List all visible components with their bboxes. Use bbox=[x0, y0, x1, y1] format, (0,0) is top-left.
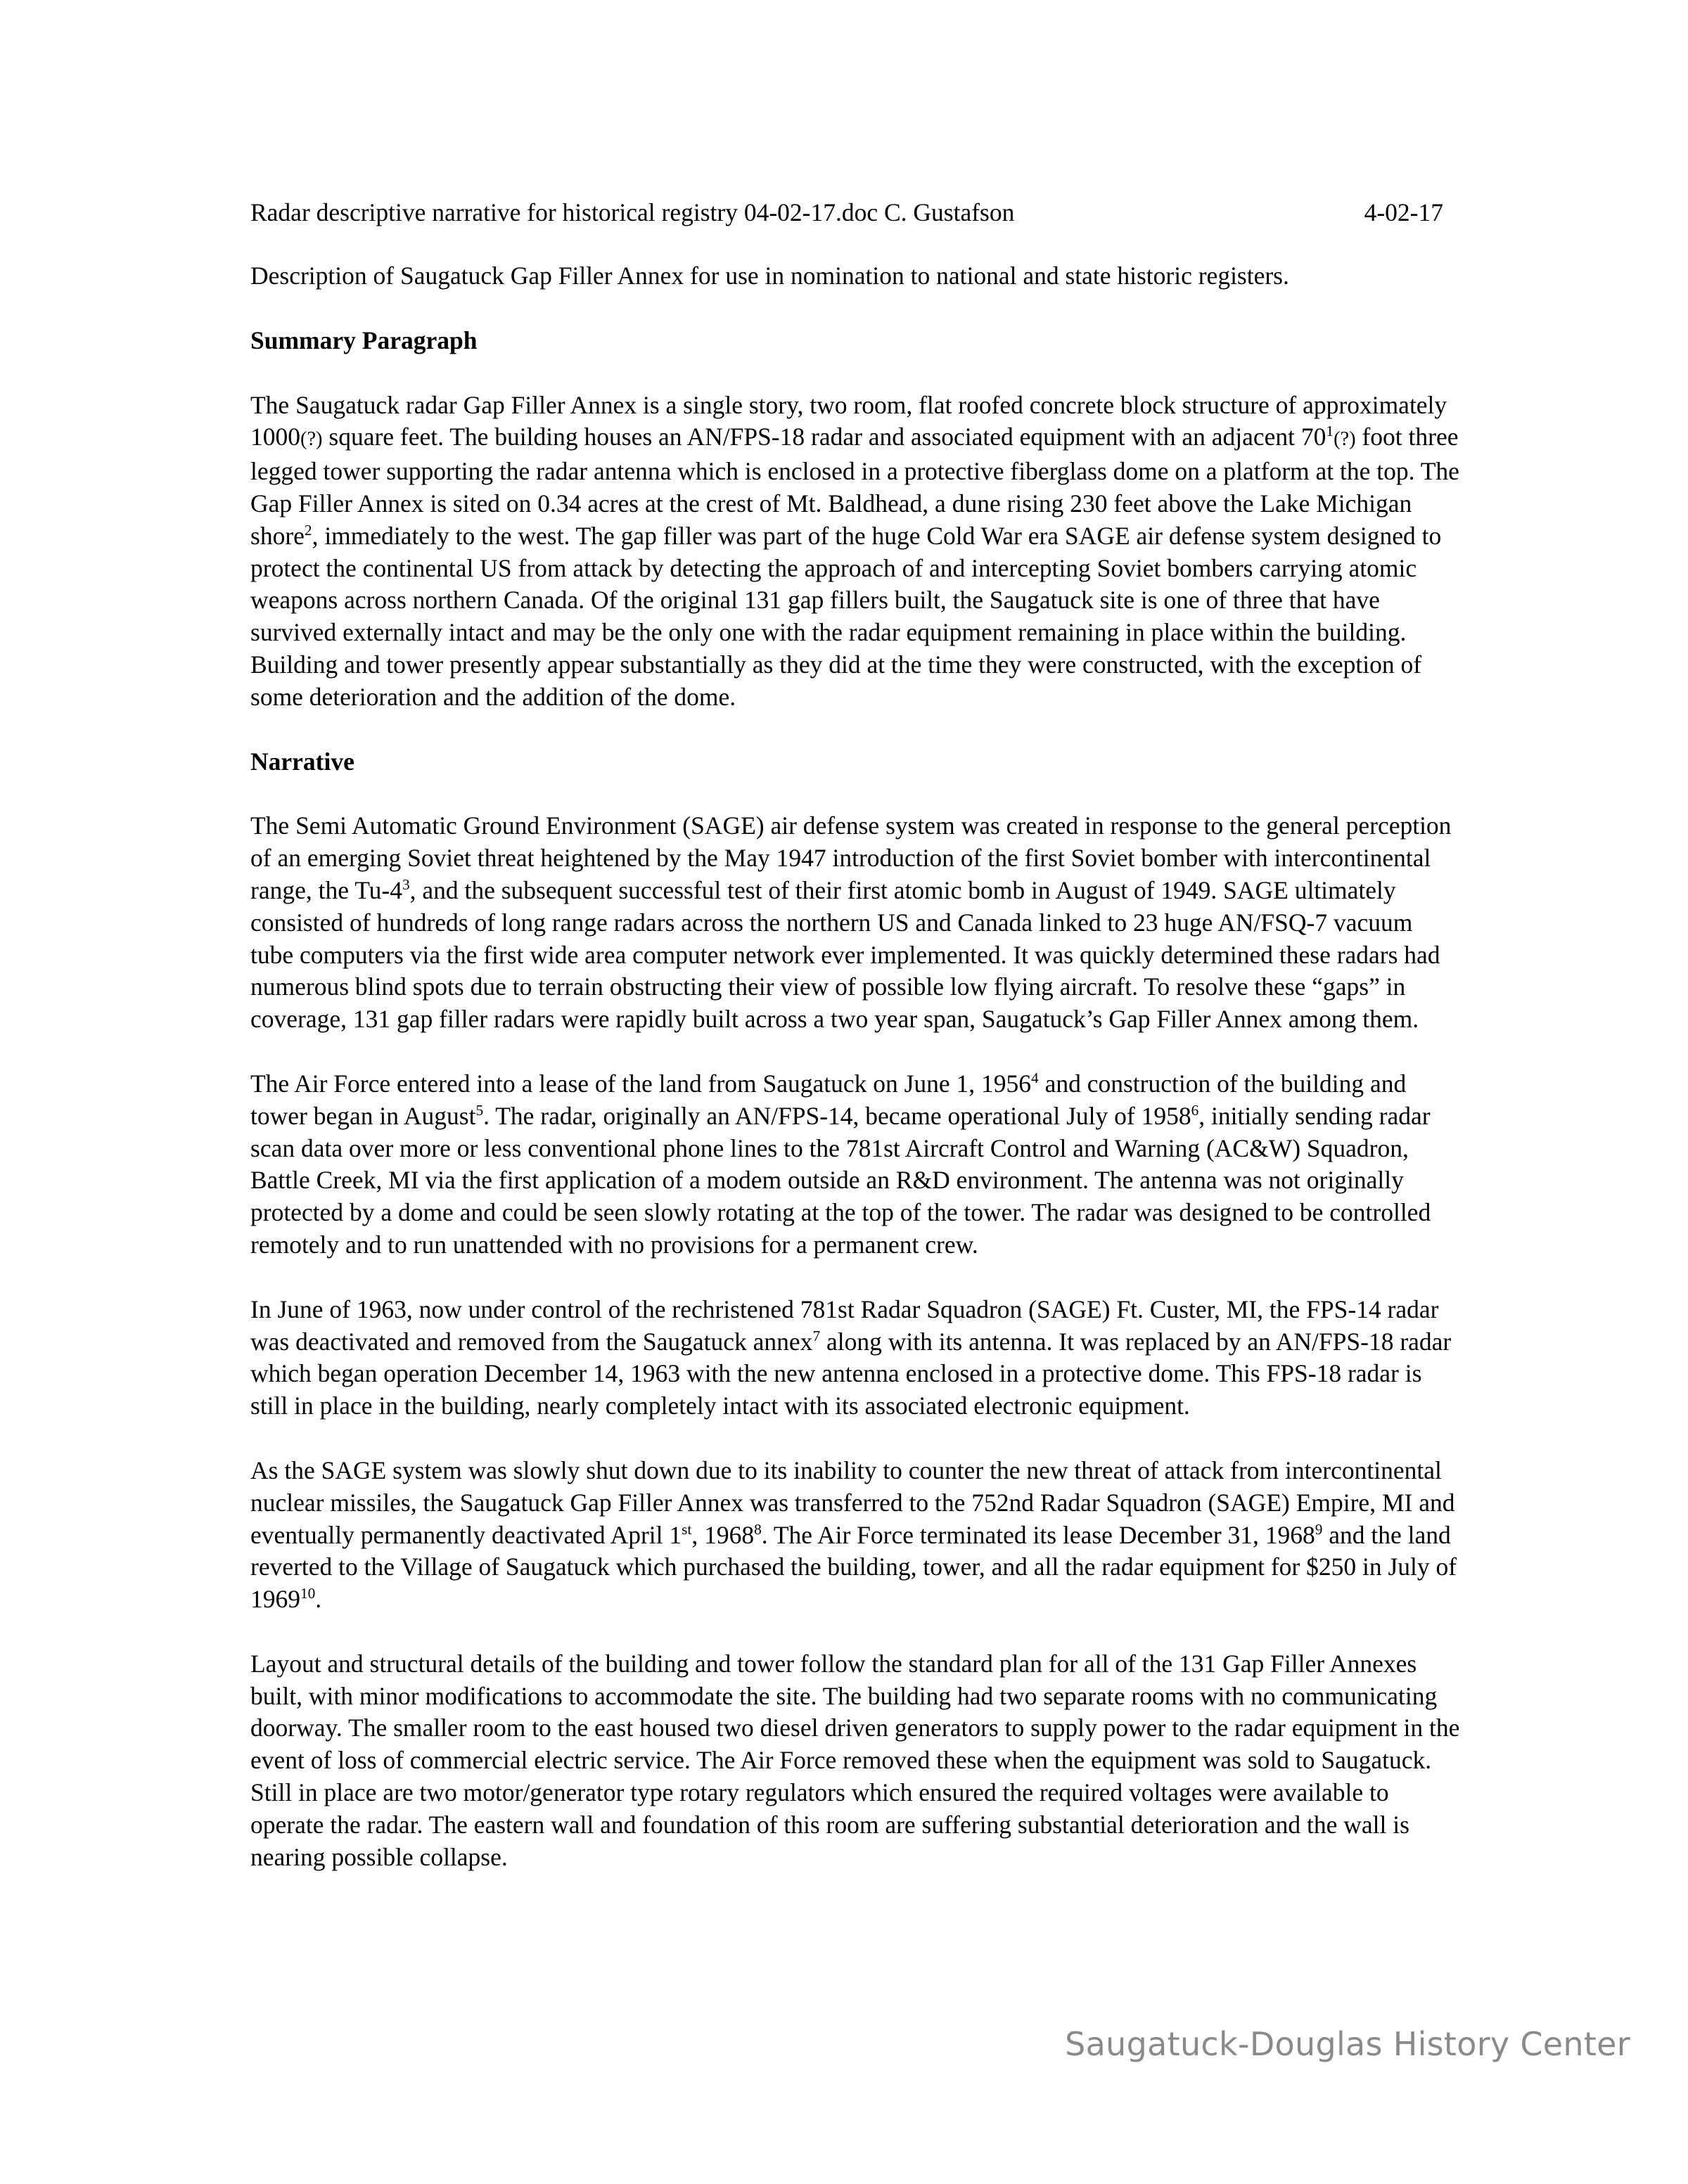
footnote-ref: 2 bbox=[304, 521, 312, 539]
footnote-ref: 9 bbox=[1315, 1520, 1323, 1538]
ordinal-suffix: st bbox=[682, 1520, 692, 1538]
footnote-ref: 1 bbox=[1326, 423, 1334, 440]
narrative-paragraph-1: The Semi Automatic Ground Environment (SAGE) air defense system was created in response to the general perception of an emerging Soviet threat heightened by the May 1947 introduction of the first Soviet bomber with intercontinental range, the $Tu-4^3$, and the subsequent successful test of their first atomic bomb in August of 1949. SAGE ultimately consisted of hundreds of long range radars across the northern US and Canada linked to 23 huge AN/FSQ-7 vacuum tube computers via the first wide area computer network ever implemented. It was quickly determined these radars had numerous blind spots due to terrain obstructing their view of possible low flying aircraft. To resolve these “gaps” in coverage, 131 gap filler radars were rapidly built across a two year span, Saugatuck’s Gap Filler Annex among them. bbox=[250, 811, 1452, 1034]
narrative-paragraph-5: Layout and structural details of the building and tower follow the standard plan for all of the 131 Gap Filler Annexes built, with minor modifications to accommodate the site. The building had two separate rooms with no communicating doorway. The smaller room to the east housed two diesel driven generators to supply power to the radar equipment in the event of loss of commercial electric service. The Air Force removed these when the equipment was sold to Saugatuck. Still in place are two motor/generator type rotary regulators which ensured the required voltages were available to operate the radar. The eastern wall and foundation of this room are suffering substantial deterioration and the wall is nearing possible collapse. bbox=[250, 1649, 1460, 1871]
header-filename: Radar descriptive narrative for historical registry 04-02-17.doc C. Gustafson bbox=[250, 198, 1015, 226]
footnote-ref: 5 bbox=[475, 1101, 484, 1119]
narrative-heading: Narrative bbox=[250, 747, 354, 776]
document-header bbox=[250, 197, 1460, 229]
intro-line: Description of Saugatuck Gap Filler Annex for use in nomination to national and state historic registers. bbox=[250, 262, 1289, 290]
document-page bbox=[250, 197, 1460, 1873]
header-date: 4-02-17 bbox=[1364, 198, 1443, 226]
summary-heading: Summary Paragraph bbox=[250, 326, 478, 354]
footnote-ref: 10 bbox=[300, 1585, 316, 1602]
narrative-paragraph-3: In June of 1963, now under control of the rechristened 781st Radar Squadron (SAGE) Ft. Custer, MI, the FPS-14 radar was deactivated and removed from the Saugatuck annex$^7$ along with its antenna. It was replaced by an AN/FPS-18 radar which began operation December 14, 1963 with the new antenna enclosed in a protective dome. This FPS-18 radar is still in place in the building, nearly completely intact with its associated electronic equipment. bbox=[250, 1295, 1452, 1420]
footnote-ref: 4 bbox=[1031, 1069, 1039, 1087]
footnote-ref: 8 bbox=[754, 1520, 762, 1538]
footnote-ref: 7 bbox=[812, 1327, 821, 1344]
watermark: Saugatuck-Douglas History Center bbox=[1065, 2025, 1630, 2063]
footnote-ref: 3 bbox=[402, 876, 410, 894]
footnote-ref: 6 bbox=[1191, 1101, 1199, 1119]
narrative-paragraph-4: As the SAGE system was slowly shut down due to its inability to counter the new threat of attack from intercontinental nuclear missiles, the Saugatuck Gap Filler Annex was transferred to the 752nd Radar Squadron (SAGE) Empire, MI and eventually permanently deactivated April 1st, 1968$^8$. The Air Force terminated its lease December 31, 1968$^9$ and the land reverted to the Village of Saugatuck which purchased the building, tower, and all the radar equipment for $250 in July of 1969$^{10}$. bbox=[250, 1456, 1457, 1614]
summary-paragraph: The Saugatuck radar Gap Filler Annex is a single story, two room, flat roofed concrete block structure of approximately 1000(?) square feet. The building houses an AN/FPS-18 radar and associated equipment with an adjacent $70^1(?)$ foot three legged tower supporting the radar antenna which is enclosed in a protective fiberglass dome on a platform at the top. The Gap Filler Annex is sited on 0.34 acres at the crest of Mt. Baldhead, a dune rising 230 feet above the Lake Michigan shore$^2$, immediately to the west. The gap filler was part of the huge Cold War era SAGE air defense system designed to protect the continental US from attack by detecting the approach of and intercepting Soviet bombers carrying atomic weapons across northern Canada. Of the original 131 gap fillers built, the Saugatuck site is one of three that have survived externally intact and may be the only one with the radar equipment remaining in place within the building. Building and tower presently appear substantially as they did at the time they were constructed, with the exception of some deterioration and the addition of the dome. bbox=[250, 390, 1459, 711]
narrative-paragraph-2: The Air Force entered into a lease of the land from Saugatuck on June 1, 1956$^4$ and construction of the building and tower began in August$^5$. The radar, originally an AN/FPS-14, became operational July of 1958$^6$, initially sending radar scan data over more or less conventional phone lines to the 781st Aircraft Control and Warning (AC&W) Squadron, Battle Creek, MI via the first application of a modem outside an R&D environment. The antenna was not originally protected by a dome and could be seen slowly rotating at the top of the tower. The radar was designed to be controlled remotely and to run unattended with no provisions for a permanent crew. bbox=[250, 1069, 1431, 1259]
